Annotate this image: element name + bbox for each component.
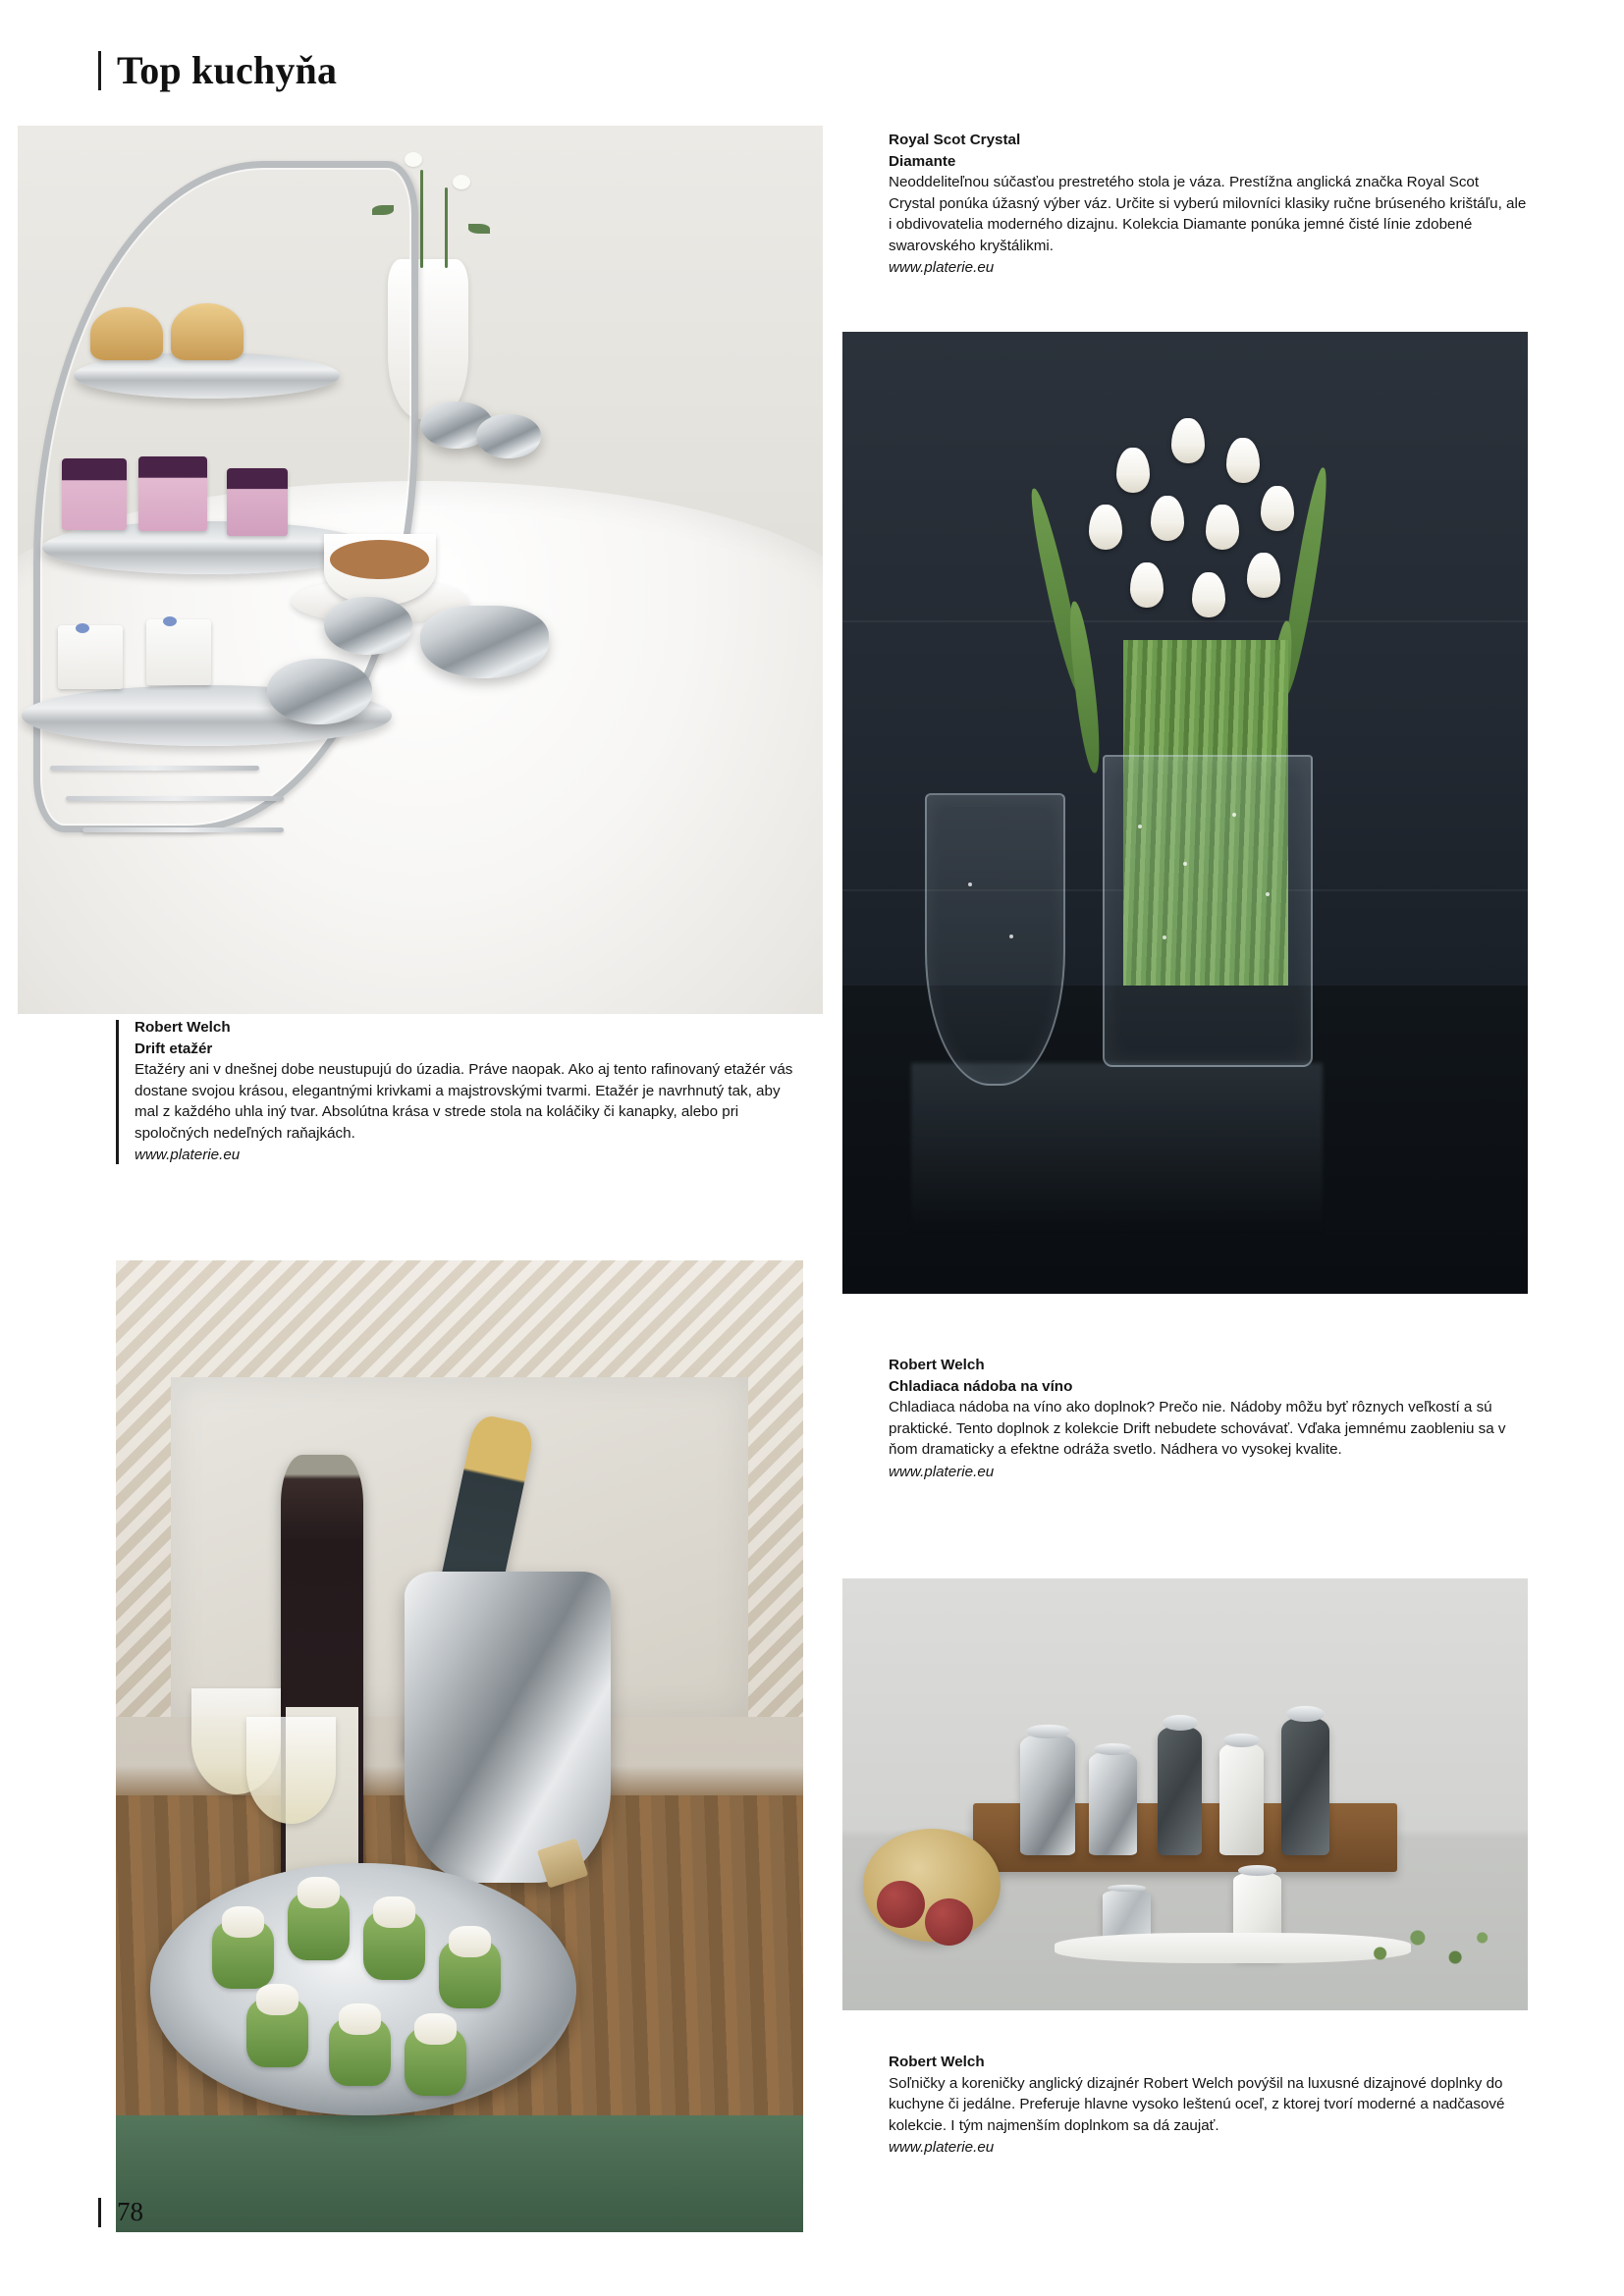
pastry-item — [90, 307, 163, 360]
caption-drift-etager — [116, 1017, 802, 1166]
tulip-flower — [1226, 438, 1260, 483]
caption-wine-cooler — [889, 1355, 1527, 1482]
tulip-flower — [1130, 562, 1164, 608]
dessert-item — [227, 468, 288, 536]
cutlery-fork — [66, 796, 283, 801]
photo-salt-pepper-mills — [842, 1578, 1528, 2010]
herb-sprig — [1350, 1906, 1501, 1984]
caption-body: Soľničky a koreničky anglický dizajnér Robert Welch povýšil na luxusné dizajnové doplnky do kuchyne či jedálne. Preferuje hlavne vysoko leštenú oceľ, z ktorej tvorí moderné a nadčasové kolekcie. I tým najmenším doplnkom sa dá zaujať. — [889, 2074, 1505, 2134]
dessert-item — [62, 458, 127, 529]
edible-flower — [76, 623, 89, 633]
cutlery-fork — [50, 766, 259, 771]
flower-stem — [420, 170, 423, 268]
wine-cooler-vessel — [405, 1572, 611, 1883]
caption-product: Chladiaca nádoba na víno — [889, 1377, 1073, 1395]
caption-product: Drift etažér — [135, 1040, 213, 1057]
swarovski-crystal-dot — [1009, 934, 1013, 938]
flower-bloom — [405, 152, 422, 167]
cucumber-canape — [439, 1941, 501, 2008]
swarovski-crystal-dot — [968, 882, 972, 886]
cucumber-canape — [288, 1893, 350, 1960]
pepper-mill-dark — [1158, 1726, 1202, 1855]
mill-cap — [1108, 1885, 1146, 1892]
flower-bloom — [453, 175, 470, 189]
table-reflection — [911, 1063, 1323, 1236]
swarovski-crystal-dot — [1183, 862, 1187, 866]
page-number: 78 — [117, 2197, 143, 2226]
salt-mill-white — [1219, 1742, 1264, 1854]
crystal-tumbler — [925, 793, 1066, 1086]
caption-royal-scot-crystal — [889, 130, 1527, 279]
dessert-item — [138, 456, 207, 531]
caption-brand: Robert Welch — [135, 1019, 231, 1036]
cucumber-canape — [329, 2018, 391, 2086]
photo-wine-cooler — [116, 1260, 803, 2232]
green-cabinet-base — [116, 2115, 803, 2232]
cutlery-fork — [82, 828, 284, 832]
caption-body: Etažéry ani v dnešnej dobe neustupujú do úzadia. Práve naopak. Ako aj tento rafinovaný etažér vás dostane svojou krásou, elegantnými krivkami a majstrovskými tvarmi. Etažér je navrhnutý tak, aby mal z každého uhla iný tvar. Absolútna krása v strede stola na koláčiky či kanapky, alebo pri spoločných nedeľných raňajkách. — [135, 1061, 793, 1142]
flower-leaf — [468, 224, 490, 234]
swarovski-crystal-dot — [1138, 825, 1142, 828]
caption-product: Diamante — [889, 152, 956, 170]
page-title: Top kuchyňa — [117, 48, 338, 92]
sugar-bowl — [324, 597, 412, 656]
cake-item — [146, 619, 211, 685]
crystal-vase — [1103, 755, 1312, 1067]
cucumber-canape — [363, 1911, 425, 1979]
tea-cup — [324, 534, 437, 605]
salt-mill-steel — [1020, 1734, 1075, 1854]
caption-website: www.platerie.eu — [889, 1463, 995, 1480]
pastry-item — [171, 303, 244, 360]
mill-cap — [1163, 1715, 1198, 1731]
caption-website: www.platerie.eu — [135, 1147, 241, 1164]
pepper-mill-dark — [1281, 1717, 1329, 1855]
mill-cap — [1223, 1734, 1259, 1747]
teapot — [420, 606, 549, 678]
photo-drift-etagere — [18, 126, 823, 1014]
caption-brand: Robert Welch — [889, 2054, 985, 2070]
caption-brand: Royal Scot Crystal — [889, 132, 1021, 148]
pepper-mill-steel — [1089, 1751, 1137, 1855]
tulip-flower — [1089, 505, 1122, 550]
cucumber-canape — [246, 1999, 308, 2066]
page-header — [98, 48, 338, 92]
tulip-flower — [1171, 418, 1205, 463]
page-footer — [98, 2197, 143, 2227]
footer-rule-decoration — [98, 2198, 101, 2227]
cake-item — [58, 625, 123, 689]
pomegranate-fruit — [877, 1881, 925, 1928]
tulip-flower — [1261, 486, 1294, 531]
pomegranate-fruit — [925, 1898, 973, 1946]
header-rule-decoration — [98, 51, 101, 90]
cucumber-canape — [212, 1921, 274, 1989]
photo-diamante-vase — [842, 332, 1528, 1294]
swarovski-crystal-dot — [1232, 813, 1236, 817]
caption-website: www.platerie.eu — [889, 259, 995, 277]
caption-salt-pepper — [889, 2052, 1527, 2159]
tulip-flower — [1192, 572, 1225, 617]
mill-cap — [1286, 1706, 1325, 1723]
mill-cap — [1026, 1725, 1070, 1739]
mill-cap — [1094, 1743, 1132, 1756]
caption-website: www.platerie.eu — [889, 2139, 995, 2157]
tulip-flower — [1206, 505, 1239, 550]
swarovski-crystal-dot — [1163, 935, 1166, 939]
swarovski-crystal-dot — [1266, 892, 1270, 896]
cucumber-canape — [405, 2028, 466, 2096]
flower-stem — [445, 187, 448, 267]
tulip-flower — [1151, 496, 1184, 541]
wall-panel-line — [842, 620, 1528, 622]
tulip-flower — [1247, 553, 1280, 598]
champagne-coupe — [246, 1717, 336, 1824]
caption-body: Neoddeliteľnou súčasťou prestretého stola je váza. Prestížna anglická značka Royal Scot Crystal ponúka úžasný výber váz. Určite si vyberú milovníci klasiky ručne brúseného krištáľu, ale i obdivovatelia moderného dizajnu. Kolekcia Diamante ponúka jemné čisté línie zdobené swarovského kryštálikmi. — [889, 174, 1527, 254]
caption-rule-decoration — [116, 1020, 119, 1164]
milk-jug — [267, 659, 372, 724]
caption-body: Chladiaca nádoba na víno ako doplnok? Prečo nie. Nádoby môžu byť rôznych veľkostí a sú praktické. Tento doplnok z kolekcie Drift nebudete schovávať. Vďaka jemnému zaobleniu sa v ňom dramaticky a efektne odráža svetlo. Nádhera vo vysokej kvalite. — [889, 1399, 1506, 1459]
edible-flower — [163, 616, 177, 626]
mill-cap — [1238, 1865, 1276, 1876]
caption-brand: Robert Welch — [889, 1357, 985, 1373]
